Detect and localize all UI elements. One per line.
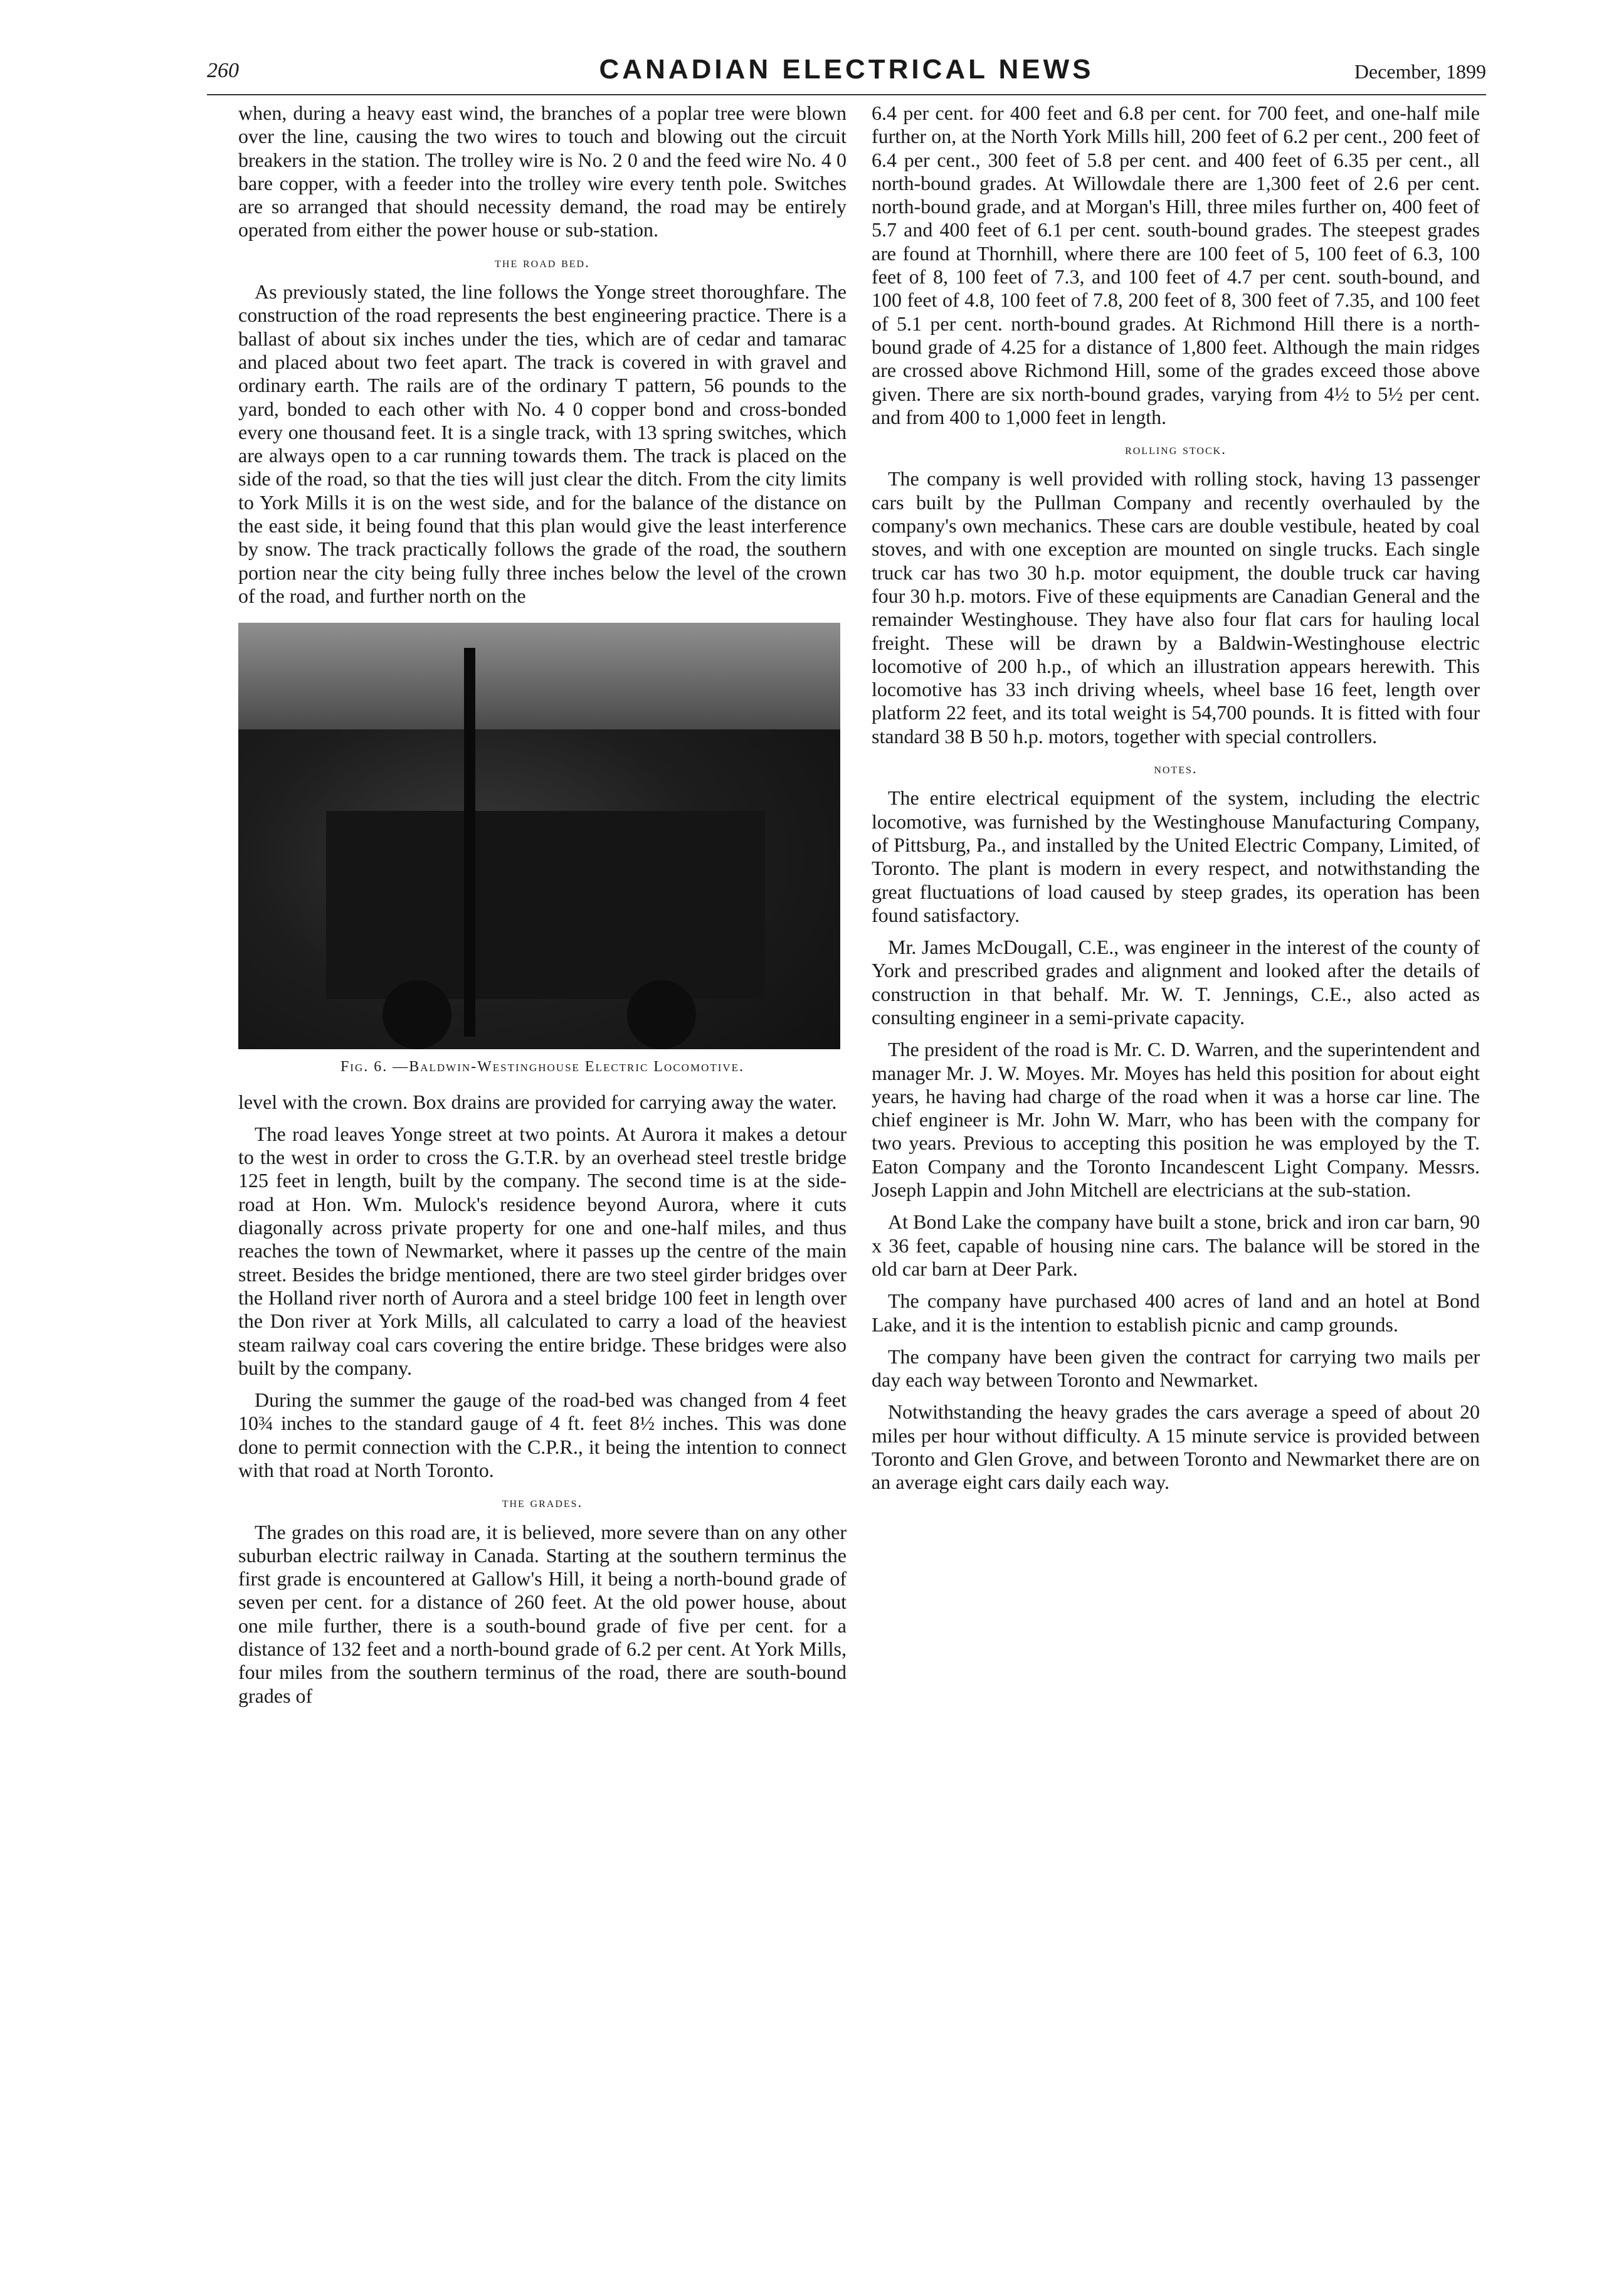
paragraph: The road leaves Yonge street at two points. At Aurora it makes a detour to the west in order to cross the G.T.R. by an overhead steel trestle bridge 125 feet in length, built by the company. The second time is at the side-road at Hon. Wm. Mulock's residence beyond Aurora, where it cuts diagonally across private property for one and one-half miles, and thus reaches the town of Newmarket, where it passes up the centre of the main street. Besides the bridge mentioned, there are two steel girder bridges over the Holland river north of Aurora and a steel bridge 100 feet in length over the Don river at York Mills, all calculated to carry a load of the heaviest steam railway coal cars covering the entire bridge. These bridges were also built by the company. [238, 1122, 847, 1379]
paragraph: 6.4 per cent. for 400 feet and 6.8 per cent. for 700 feet, and one-half mile further on, at the North York Mills hill, 200 feet of 6.2 per cent., 200 feet of 6.4 per cent., 300 feet of 5.8 per cent. and 400 feet of 6.35 per cent., all north-bound grades. At Willowdale there are 1,300 feet of 2.6 per cent. north-bound grade, and at Morgan's Hill, three miles further on, 400 feet of 5.7 and 400 feet of 6.1 per cent. south-bound grades. The steepest grades are found at Thornhill, where there are 100 feet of 5, 100 feet of 6.3, 100 feet of 8, 100 feet of 7.3, and 100 feet of 4.7 per cent. south-bound, and 100 feet of 4.8, 100 feet of 7.8, 200 feet of 8, 300 feet of 7.35, and 100 feet of 5.1 per cent. north-bound grades. At Richmond Hill there is a north-bound grade of 4.25 for a distance of 1,800 feet. Although the main ridges are crossed above Richmond Hill, some of the grades exceed those above given. There are six north-bound grades, varying from 4½ to 5½ per cent. and from 400 to 1,000 feet in length. [872, 102, 1480, 428]
paragraph: The company have been given the contract for carrying two mails per day each way between Toronto and Newmarket. [872, 1345, 1480, 1392]
left-column [238, 102, 847, 1717]
section-heading-road-bed: the road bed. [495, 254, 590, 270]
page-number: 260 [207, 59, 239, 82]
issue-date: December, 1899 [1354, 60, 1486, 83]
locomotive-photo [238, 623, 840, 1049]
paragraph: The grades on this road are, it is believed, more severe than on any other suburban electric railway in Canada. Starting at the southern terminus the first grade is encountered at Gallow's Hill, it being a north-bound grade of seven per cent. for a distance of 260 feet. At the old power house, about one mile further, there is a south-bound grade of five per cent. for a distance of 132 feet and a north-bound grade of 6.2 per cent. At York Mills, four miles from the southern terminus of the road, there are south-bound grades of [238, 1520, 847, 1707]
figure-locomotive [238, 623, 847, 1079]
paragraph: The company is well provided with rolling stock, having 13 passenger cars built by the Pullman Company and recently overhauled by the company's own mechanics. These cars are double vestibule, heated by coal stoves, and with one exception are mounted on single trucks. Each single truck car has two 30 h.p. motor equipment, the double truck car having four 30 h.p. motors. Five of these equipments are Canadian General and the remainder Westinghouse. They have also four flat cars for hauling local freight. These will be drawn by a Baldwin-Westinghouse electric locomotive of 200 h.p., of which an illustration appears herewith. This locomotive has 33 inch driving wheels, wheel base 16 feet, length over platform 22 feet, and its total weight is 54,700 pounds. It is fitted with four standard 38 B 50 h.p. motors, together with special controllers. [872, 467, 1480, 748]
paragraph: As previously stated, the line follows the Yonge street thoroughfare. The construction of the road represents the best engineering practice. There is a ballast of about six inches under the ties, which are of cedar and tamarac and placed about two feet apart. The track is covered in with gravel and ordinary earth. The rails are of the ordinary T pattern, 56 pounds to the yard, bonded to each other with No. 4 0 copper bond and cross-bonded every one thousand feet. It is a single track, with 13 spring switches, which are always open to a car running towards them. The track is placed on the side of the road, so that the ties will just clear the ditch. From the city limits to York Mills it is on the west side, and for the balance of the distance on the east side, it being found that this plan would give the least interference by snow. The track practically follows the grade of the road, the southern portion near the city being fully three inches below the level of the crown of the road, and further north on the [238, 280, 847, 607]
paragraph: level with the crown. Box drains are provided for carrying away the water. [238, 1090, 837, 1113]
right-column [872, 102, 1480, 1503]
figure-caption: Fig. 6. —Baldwin-Westinghouse Electric Locomotive. [340, 1059, 745, 1076]
paragraph: During the summer the gauge of the road-bed was changed from 4 feet 10¾ inches to the standard gauge of 4 ft. feet 8½ inches. This was done done to permit connection with the C.P.R., it being the intention to connect with that road at North Toronto. [238, 1389, 847, 1481]
paragraph: The company have purchased 400 acres of land and an hotel at Bond Lake, and it is the intention to establish picnic and camp grounds. [872, 1289, 1480, 1336]
paragraph: when, during a heavy east wind, the branches of a poplar tree were blown over the line, causing the two wires to touch and blowing out the circuit breakers in the station. The trolley wire is No. 2 0 and the feed wire No. 4 0 bare copper, with a feeder into the trolley wire every tenth pole. Switches are so arranged that should necessity demand, the road may be entirely operated from either the power house or sub-station. [238, 102, 847, 241]
journal-title: CANADIAN ELECTRICAL NEWS [599, 54, 1094, 85]
paragraph: At Bond Lake the company have built a stone, brick and iron car barn, 90 x 36 feet, capable of housing nine cars. The balance will be stored in the old car barn at Deer Park. [872, 1210, 1480, 1280]
paragraph: The entire electrical equipment of the system, including the electric locomotive, was furnished by the Westinghouse Manufacturing Company, of Pittsburg, Pa., and installed by the United Electric Company, Limited, of Toronto. The plant is modern in every respect, and notwithstanding the great fluctuations of load caused by steep grades, its operation has been found satisfactory. [872, 786, 1480, 926]
paragraph: Notwithstanding the heavy grades the cars average a speed of about 20 miles per hour without difficulty. A 15 minute service is provided between Toronto and Glen Grove, and between Toronto and Newmarket there are on an average eight cars daily each way. [872, 1400, 1480, 1494]
section-heading-rolling-stock: rolling stock. [1125, 442, 1227, 458]
section-heading-notes: notes. [1154, 761, 1198, 777]
paragraph: The president of the road is Mr. C. D. Warren, and the superintendent and manager Mr. J. W. Moyes. Mr. Moyes has held this position for about eight years, he having had charge of the road when it was a horse car line. The chief engineer is Mr. John W. Marr, who has been with the company for two years. Previous to accepting this position he was employed by the T. Eaton Company and the Toronto Incandescent Light Company. Messrs. Joseph Lappin and John Mitchell are electricians at the sub-station. [872, 1038, 1480, 1202]
page-header [207, 54, 1486, 98]
section-heading-grades: the grades. [502, 1495, 583, 1511]
paragraph: Mr. James McDougall, C.E., was engineer in the interest of the county of York and prescribed grades and alignment and looked after the details of construction in that behalf. Mr. W. T. Jennings, C.E., also acted as consulting engineer in a semi-private capacity. [872, 936, 1480, 1029]
header-rule [207, 94, 1486, 95]
